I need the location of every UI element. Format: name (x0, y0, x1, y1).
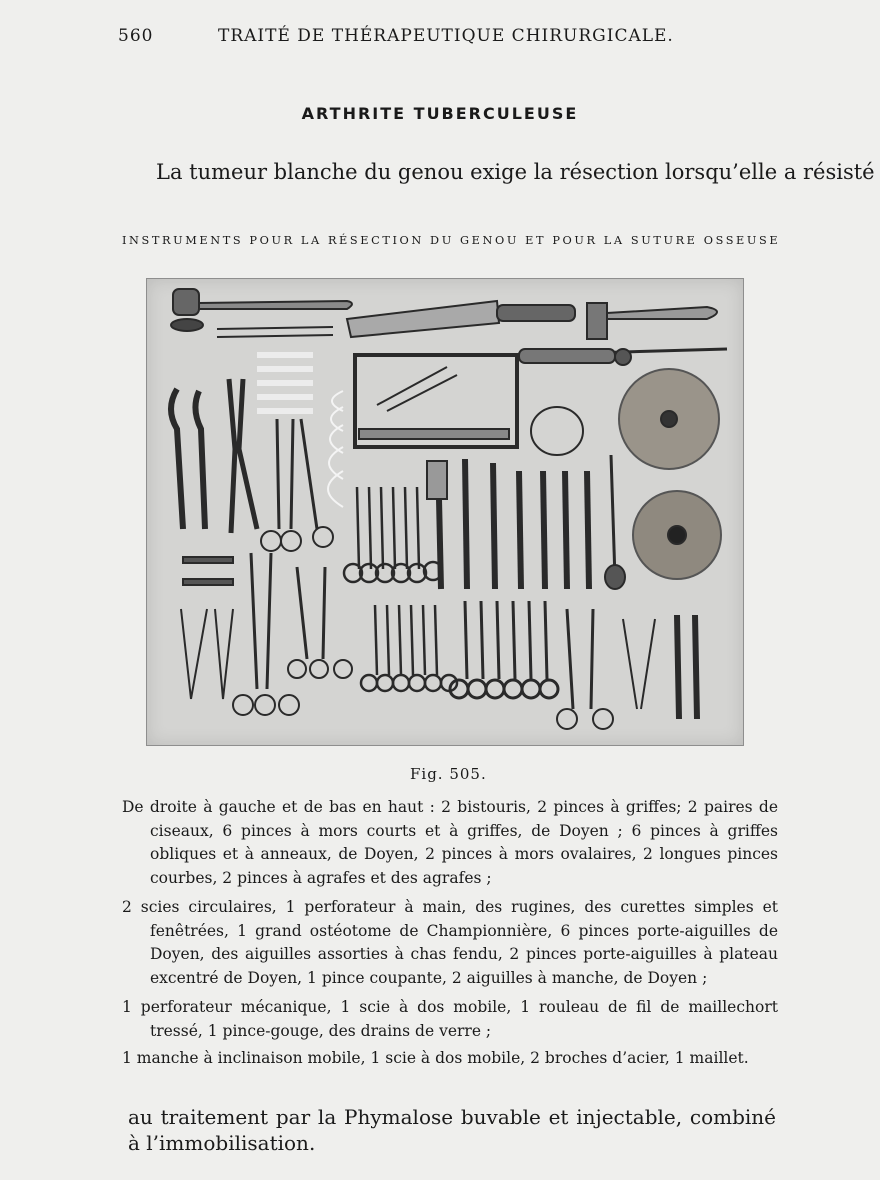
mallet-illustration (171, 289, 352, 331)
figure-label: Fig. 505. (410, 765, 487, 783)
saw-illustration (347, 301, 575, 337)
instruments-photograph (146, 278, 744, 746)
description-paragraph: 2 scies circulaires, 1 perforateur à main, des rugines, des curettes simples et fenêtrées, 1 grand ostéotome de Championnière, 6 pinces porte-aiguilles de Doyen, des aiguilles assorties à chas fendu, 2 pinces porte-aiguilles à plateau excentré de Doyen, 1 pince coupante, 2 aiguilles à manche, de Doyen ; (122, 898, 778, 987)
advert-heading: ARTHRITE TUBERCULEUSE (301, 104, 579, 123)
description-paragraph: De droite à gauche et de bas en haut : 2 bistouris, 2 pinces à griffes; 2 paires de ciseaux, 6 pinces à mors courts et à griffes, de Doyen ; 6 pinces à griffes obliques et à anneaux, de Doyen, 2 pinces à mors ovalaires, 2 longues pinces courbes, 2 pinces à agrafes et des agrafes ; (122, 798, 778, 887)
advert-conclusion: au traitement par la Phymalose buvable et injectable, combiné à l’immobilisation. (128, 1105, 776, 1155)
description-paragraph: 1 perforateur mécanique, 1 scie à dos mobile, 1 rouleau de fil de maillechort tressé, 1 pince-gouge, des drains de verre ; (122, 998, 778, 1040)
instruments-illustration (147, 279, 743, 745)
frame-saw-illustration (355, 355, 583, 455)
page-number: 560 (118, 26, 154, 46)
figure-title: INSTRUMENTS POUR LA RÉSECTION DU GENOU ET POUR LA SUTURE OSSEUSE (122, 234, 781, 247)
description-paragraph: 1 manche à inclinaison mobile, 1 scie à dos mobile, 2 broches d’acier, 1 maillet. (122, 1049, 749, 1067)
advert-lead: La tumeur blanche du genou exige la résection lorsqu’elle a résisté (156, 160, 875, 184)
running-title: TRAITÉ DE THÉRAPEUTIQUE CHIRURGICALE. (218, 26, 674, 46)
